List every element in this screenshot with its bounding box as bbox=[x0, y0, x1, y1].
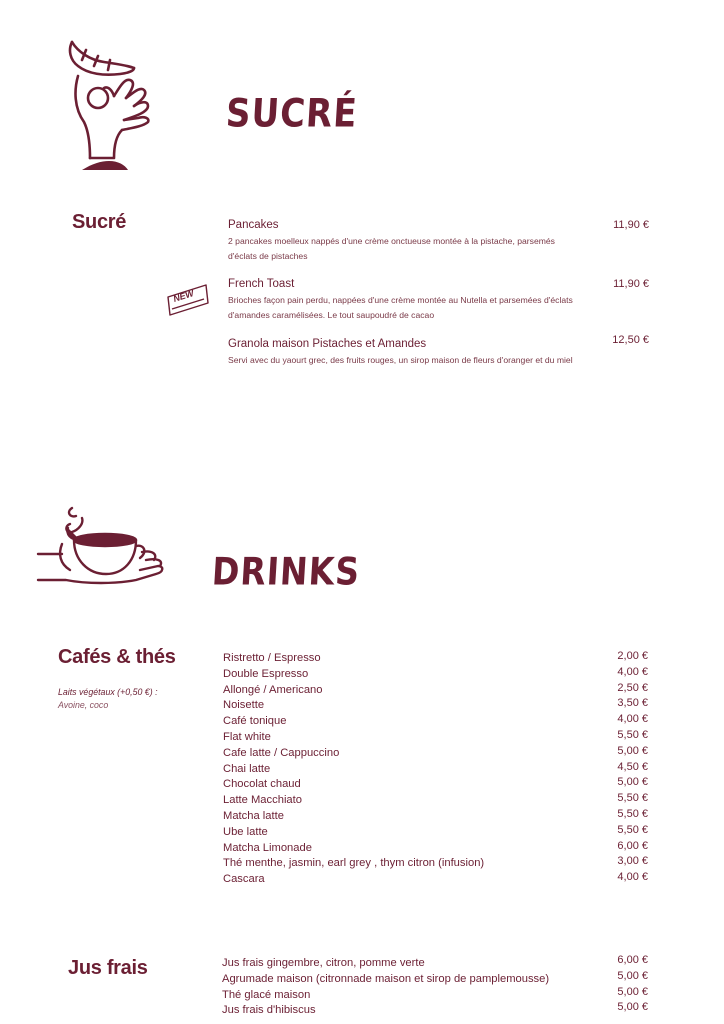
drink-name: Thé menthe, jasmin, earl grey , thym citron (infusion) bbox=[223, 857, 485, 870]
plant-milk-note bbox=[58, 686, 158, 712]
drink-price: 4,50 € bbox=[617, 760, 648, 773]
list-item bbox=[223, 698, 648, 714]
cafes-list bbox=[223, 651, 648, 888]
sucre-heading: Sucré bbox=[72, 211, 127, 233]
menu-item-desc: Servi avec du yaourt grec, des fruits rouges, un sirop maison de fleurs d'oranger et du miel bbox=[228, 355, 573, 365]
menu-item-price: 12,50 € bbox=[612, 334, 649, 346]
drink-price: 5,50 € bbox=[617, 728, 648, 741]
drink-name: Jus frais d'hibiscus bbox=[222, 1004, 316, 1017]
jus-heading: Jus frais bbox=[68, 957, 148, 979]
drink-name: Latte Macchiato bbox=[223, 794, 302, 807]
drink-name: Matcha Limonade bbox=[223, 841, 312, 854]
list-item bbox=[223, 667, 648, 683]
menu-item-name: Granola maison Pistaches et Amandes bbox=[228, 338, 427, 350]
drink-name: Thé glacé maison bbox=[222, 988, 311, 1001]
drink-price: 5,00 € bbox=[617, 1001, 648, 1014]
menu-item-desc: d'éclats de pistaches bbox=[228, 251, 308, 261]
drink-name: Chocolat chaud bbox=[223, 778, 301, 791]
list-item bbox=[223, 872, 648, 888]
list-item bbox=[223, 651, 648, 667]
list-item bbox=[223, 777, 648, 793]
list-item bbox=[223, 856, 648, 872]
drink-name: Chai latte bbox=[223, 762, 271, 775]
list-item bbox=[223, 841, 648, 857]
drink-name: Cafe latte / Cappuccino bbox=[223, 746, 340, 759]
drink-price: 5,50 € bbox=[617, 792, 648, 805]
drink-price: 4,00 € bbox=[617, 871, 648, 884]
drink-price: 5,00 € bbox=[617, 776, 648, 789]
drink-name: Matcha latte bbox=[223, 809, 284, 822]
menu-item-price: 11,90 € bbox=[613, 278, 649, 290]
drink-name: Ube latte bbox=[223, 825, 268, 838]
drink-price: 2,50 € bbox=[617, 681, 648, 694]
drink-name: Café tonique bbox=[223, 715, 287, 728]
list-item bbox=[222, 956, 648, 972]
list-item bbox=[222, 969, 648, 988]
drink-price: 4,00 € bbox=[617, 665, 648, 678]
drink-price: 4,00 € bbox=[617, 713, 648, 726]
drink-price: 3,50 € bbox=[617, 697, 648, 710]
menu-item-desc: d'amandes caramélisées. Le tout saupoudré de cacao bbox=[228, 310, 435, 320]
menu-item-desc: 2 pancakes moelleux nappés d'une crème onctueuse montée à la pistache, parsemés bbox=[228, 236, 555, 246]
drink-price: 5,50 € bbox=[617, 807, 648, 820]
list-item bbox=[223, 825, 648, 841]
drink-name: Flat white bbox=[223, 730, 271, 743]
drink-price: 5,00 € bbox=[617, 969, 648, 982]
drink-name: Cascara bbox=[223, 873, 265, 886]
menu-item-price: 11,90 € bbox=[613, 219, 649, 231]
menu-item-name: French Toast bbox=[228, 278, 295, 290]
drink-name: Ristretto / Espresso bbox=[223, 652, 321, 664]
drink-name: Allongé / Americano bbox=[223, 683, 323, 696]
list-item bbox=[222, 1003, 648, 1019]
list-item bbox=[223, 683, 648, 699]
list-item bbox=[223, 746, 648, 762]
menu-item-name: Pancakes bbox=[228, 219, 279, 231]
list-item bbox=[223, 809, 648, 825]
drink-name: Jus frais gingembre, citron, pomme verte bbox=[222, 957, 425, 969]
drink-price: 5,00 € bbox=[617, 985, 648, 998]
plant-milk-options: Avoine, coco bbox=[58, 700, 109, 710]
new-badge-label: NEW bbox=[171, 288, 196, 304]
menu-item-desc: Brioches façon pain perdu, nappées d'une crème montée au Nutella et parsemées d'éclats bbox=[228, 295, 573, 305]
coffee-cup-hand-illustration bbox=[36, 504, 168, 588]
drink-name: Double Espresso bbox=[223, 667, 309, 680]
plant-milk-label: Laits végétaux (+0,50 €) : bbox=[58, 687, 158, 697]
drink-name: Agrumade maison (citronnade maison et sirop de pamplemousse) bbox=[222, 972, 550, 985]
list-item bbox=[222, 985, 648, 1004]
drink-name: Noisette bbox=[223, 699, 265, 712]
drink-price: 3,00 € bbox=[617, 855, 648, 868]
drink-price: 5,00 € bbox=[617, 744, 648, 757]
new-badge-icon bbox=[166, 283, 210, 315]
jus-list bbox=[222, 956, 648, 1019]
croissant-hand-illustration bbox=[64, 38, 154, 170]
list-item bbox=[223, 730, 648, 746]
drink-price: 5,50 € bbox=[617, 823, 648, 836]
drink-price: 6,00 € bbox=[617, 839, 648, 852]
drink-price: 2,00 € bbox=[617, 650, 648, 662]
cafes-heading: Cafés & thés bbox=[58, 646, 176, 668]
sucre-big-title: SUCRÉ bbox=[224, 91, 359, 137]
list-item bbox=[223, 762, 648, 778]
list-item bbox=[223, 793, 648, 809]
list-item bbox=[223, 714, 648, 730]
drink-price: 6,00 € bbox=[617, 954, 648, 966]
drinks-big-title: DRINKS bbox=[210, 549, 362, 594]
